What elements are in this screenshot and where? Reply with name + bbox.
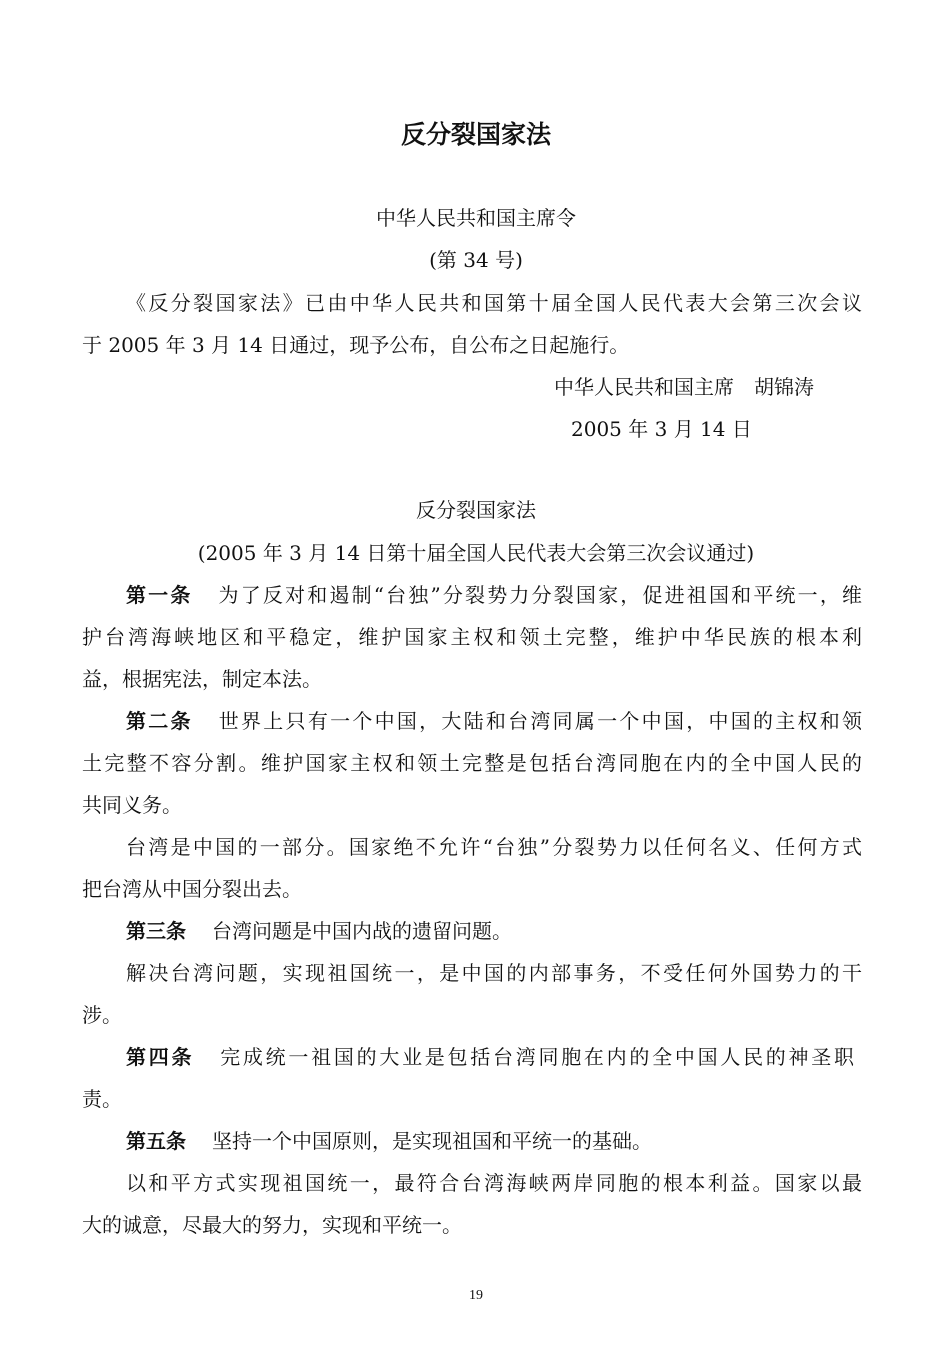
decree-date: 2005 年 3 月 14 日 bbox=[571, 417, 752, 441]
article-line: 大的诚意，尽最大的努力，实现和平统一。 bbox=[82, 1213, 462, 1237]
article-line: 台湾是中国的一部分。国家绝不允许“台独”分裂势力以任何名义、任何方式 bbox=[126, 835, 862, 859]
article-line bbox=[126, 918, 862, 944]
article-line: 解决台湾问题，实现祖国统一，是中国的内部事务，不受任何外国势力的干 bbox=[126, 961, 862, 985]
article-label: 第一条 bbox=[126, 583, 193, 607]
article-text: 完成统一祖国的大业是包括台湾同胞在内的全中国人民的神圣职 bbox=[220, 1045, 855, 1069]
article-line bbox=[126, 582, 862, 608]
article-line: 土完整不容分割。维护国家主权和领土完整是包括台湾同胞在内的全中国人民的 bbox=[82, 751, 862, 775]
article-text: 世界上只有一个中国，大陆和台湾同属一个中国，中国的主权和领 bbox=[218, 709, 863, 733]
page-number: 19 bbox=[469, 1288, 483, 1303]
article-line: 以和平方式实现祖国统一，最符合台湾海峡两岸同胞的根本利益。国家以最 bbox=[126, 1171, 862, 1195]
article-text: 为了反对和遏制“台独”分裂势力分裂国家，促进祖国和平统一，维 bbox=[218, 583, 863, 607]
article-text: 台湾问题是中国内战的遗留问题。 bbox=[212, 919, 512, 943]
article-line: 共同义务。 bbox=[82, 793, 182, 817]
article-line bbox=[126, 1128, 862, 1154]
decree-text-line: 《反分裂国家法》已由中华人民共和国第十届全国人民代表大会第三次会议 bbox=[126, 291, 862, 315]
article-line: 责。 bbox=[82, 1087, 122, 1111]
article-label: 第三条 bbox=[126, 919, 186, 943]
article-line: 益，根据宪法，制定本法。 bbox=[82, 667, 322, 691]
article-label: 第五条 bbox=[126, 1129, 186, 1153]
document-title: 反分裂国家法 bbox=[400, 120, 551, 149]
decree-text-line: 于 2005 年 3 月 14 日通过，现予公布，自公布之日起施行。 bbox=[82, 333, 630, 357]
article-label: 第四条 bbox=[126, 1045, 195, 1069]
law-adoption-note: (2005 年 3 月 14 日第十届全国人民代表大会第三次会议通过) bbox=[197, 541, 755, 565]
decree-number: (第 34 号) bbox=[429, 248, 523, 272]
article-line: 把台湾从中国分裂出去。 bbox=[82, 877, 302, 901]
article-label: 第二条 bbox=[126, 709, 193, 733]
decree-signature: 中华人民共和国主席 胡锦涛 bbox=[554, 375, 814, 399]
law-title: 反分裂国家法 bbox=[416, 498, 536, 522]
decree-issuer: 中华人民共和国主席令 bbox=[376, 206, 576, 230]
article-line bbox=[126, 1044, 854, 1070]
article-line: 涉。 bbox=[82, 1003, 122, 1027]
article-text: 坚持一个中国原则，是实现祖国和平统一的基础。 bbox=[212, 1129, 652, 1153]
article-line bbox=[126, 708, 862, 734]
article-line: 护台湾海峡地区和平稳定，维护国家主权和领土完整，维护中华民族的根本利 bbox=[82, 625, 862, 649]
